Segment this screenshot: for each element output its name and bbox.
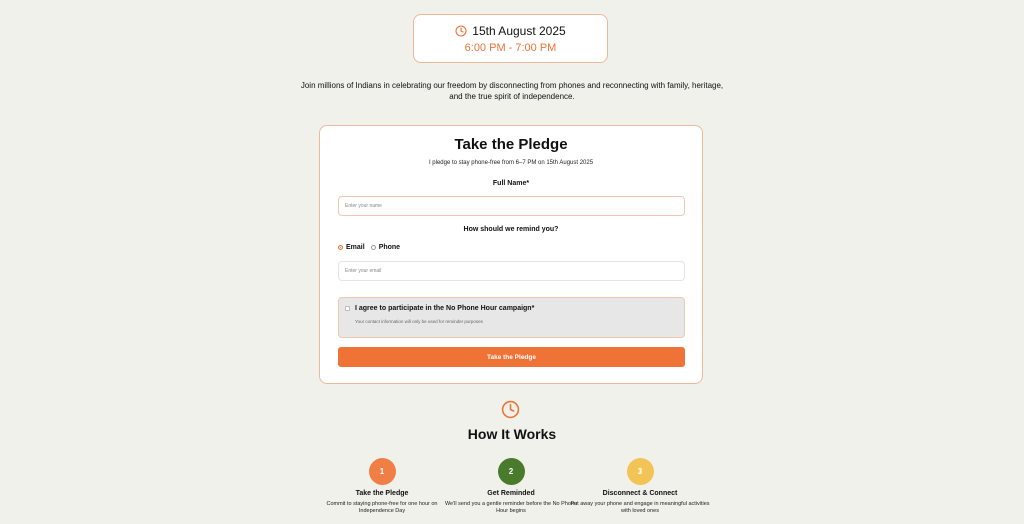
event-time: 6:00 PM - 7:00 PM	[464, 42, 557, 54]
step-title: Get Reminded	[487, 490, 535, 497]
agree-checkbox[interactable]	[345, 306, 350, 311]
step-number-badge: 3	[627, 458, 654, 485]
event-date: 15th August 2025	[472, 24, 566, 38]
step-1	[312, 458, 452, 515]
email-radio[interactable]	[338, 245, 343, 250]
full-name-input[interactable]	[338, 196, 685, 216]
remind-radio-group	[338, 244, 400, 251]
pledge-subtitle: I pledge to stay phone-free from 6–7 PM on 15th August 2025	[428, 160, 594, 166]
event-date-card	[413, 14, 608, 63]
agree-note: Your contact information will only be used for reminder purposes	[355, 319, 483, 324]
step-title: Disconnect & Connect	[602, 490, 678, 497]
pledge-title: Take the Pledge	[454, 136, 568, 153]
clock-icon	[501, 400, 520, 419]
remind-option-phone[interactable]	[371, 244, 400, 251]
take-pledge-button[interactable]: Take the Pledge	[338, 347, 685, 367]
email-input[interactable]	[338, 261, 685, 281]
step-description: Commit to staying phone-free for one hour on Independence Day	[326, 501, 438, 514]
agree-box	[338, 297, 685, 338]
step-description: Put away your phone and engage in meaningful activities with loved ones	[570, 501, 710, 514]
remind-label: How should we remind you?	[463, 226, 559, 233]
intro-text: Join millions of Indians in celebrating our freedom by disconnecting from phones and reconnecting with family, heritage, and the true spirit of independence.	[300, 81, 724, 101]
clock-icon	[455, 25, 467, 37]
full-name-label: Full Name*	[492, 180, 530, 187]
email-radio-label: Email	[346, 244, 365, 251]
phone-radio-label: Phone	[378, 244, 401, 251]
how-it-works-title: How It Works	[467, 426, 557, 442]
pledge-form	[319, 125, 703, 384]
agree-label: I agree to participate in the No Phone Hour campaign*	[355, 305, 535, 312]
step-number-badge: 1	[369, 458, 396, 485]
step-2	[441, 458, 581, 515]
step-number-badge: 2	[498, 458, 525, 485]
phone-radio[interactable]	[371, 245, 376, 250]
remind-option-email[interactable]	[338, 244, 365, 251]
step-title: Take the Pledge	[355, 490, 409, 497]
step-3	[570, 458, 710, 515]
step-description: We'll send you a gentle reminder before the No Phone Hour begins	[444, 501, 578, 514]
